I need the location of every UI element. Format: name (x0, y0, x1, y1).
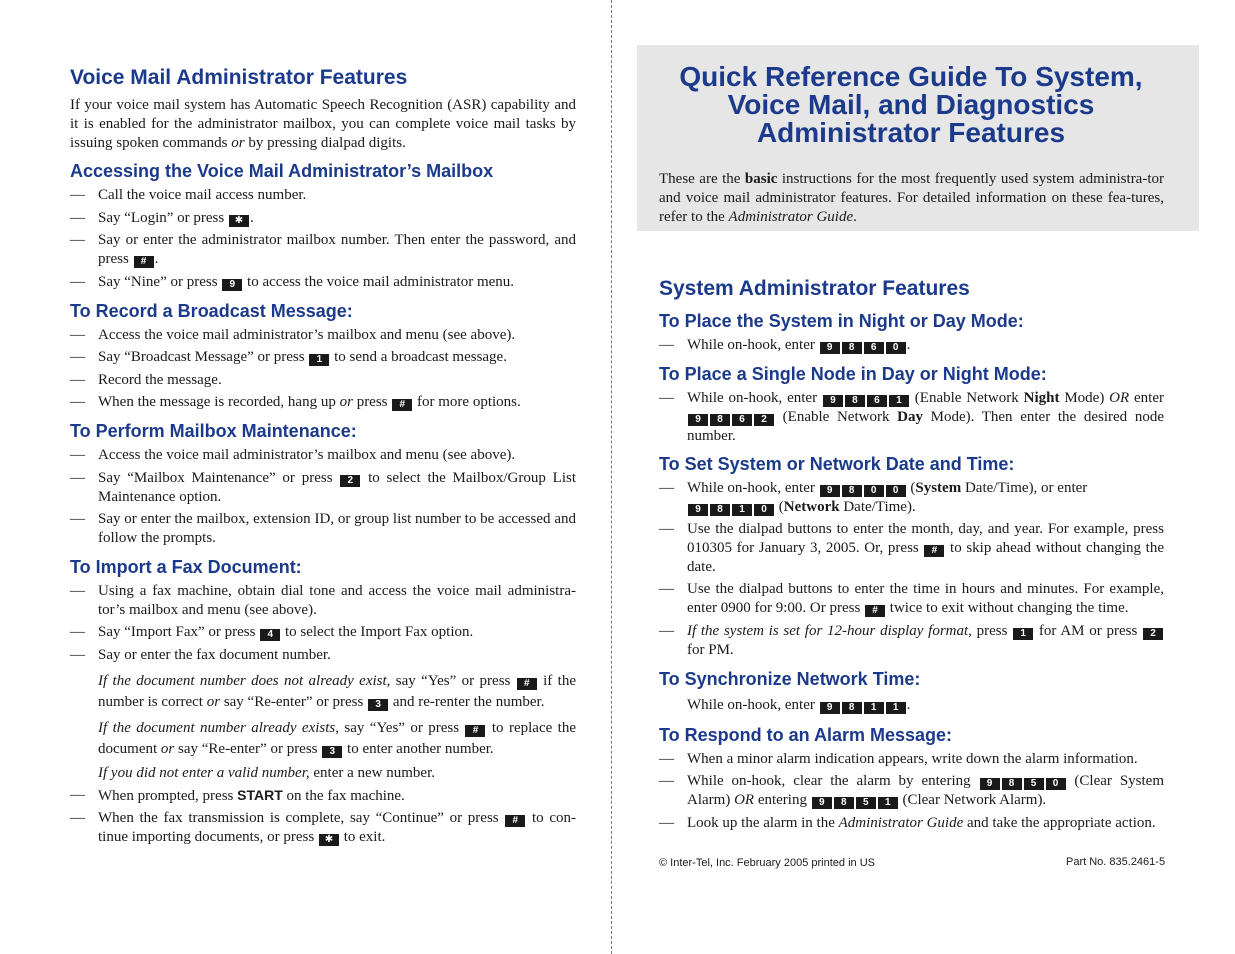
dash: — (70, 787, 85, 803)
dash: — (70, 647, 85, 663)
key-9: 9 (688, 504, 708, 516)
alarm-heading: To Respond to an Alarm Message: (659, 725, 953, 745)
dash: — (659, 390, 674, 406)
hash-key: # (924, 545, 944, 557)
dash: — (70, 624, 85, 640)
dash: — (659, 521, 674, 537)
sync-time-heading: To Synchronize Network Time: (659, 669, 921, 689)
key-0: 0 (886, 342, 906, 354)
fax-step-3: Say or enter the fax document number. (98, 647, 331, 663)
system-admin-heading: System Administrator Features (659, 277, 970, 300)
maintenance-heading: To Perform Mailbox Maintenance: (70, 421, 357, 441)
key-8: 8 (845, 395, 865, 407)
broadcast-step-4: When the message is recorded, hang up or press # for more options. (98, 394, 521, 410)
key-9: 9 (823, 395, 843, 407)
broadcast-step-3: Record the message. (98, 372, 222, 388)
maintenance-step-2: Say “Mailbox Maintenance” or press 2 to select the Mailbox/Group List Maintenance option. (98, 470, 576, 505)
dash: — (70, 349, 85, 365)
dash: — (659, 480, 674, 496)
dash: — (70, 470, 85, 486)
broadcast-heading: To Record a Broadcast Message: (70, 301, 353, 321)
key-8: 8 (842, 702, 862, 714)
key-1: 1 (886, 702, 906, 714)
key-1: 1 (878, 797, 898, 809)
key-6: 6 (732, 414, 752, 426)
key-6: 6 (867, 395, 887, 407)
dash: — (659, 623, 674, 639)
dash: — (659, 815, 674, 831)
key-2: 2 (754, 414, 774, 426)
key-1: 1 (732, 504, 752, 516)
dash: — (70, 210, 85, 226)
voice-mail-admin-heading: Voice Mail Administrator Features (70, 66, 408, 89)
key-5: 5 (856, 797, 876, 809)
alarm-step-3: Look up the alarm in the Administrator Guide and take the appropriate action. (687, 815, 1156, 831)
maintenance-step-1: Access the voice mail administrator’s mailbox and menu (see above). (98, 447, 516, 463)
title-intro: These are the basic instructions for the most frequently used system administra-tor and voice mail administrator features. For detailed information on these fea-tures, refer to the Administrator Guide. (659, 171, 1164, 225)
hash-key: # (517, 678, 537, 690)
key-3: 3 (322, 746, 342, 758)
night-day-step: While on-hook, enter 9 8 6 0 . (687, 337, 911, 353)
access-step-4: Say “Nine” or press 9 to access the voice mail administrator menu. (98, 274, 515, 290)
dash: — (70, 372, 85, 388)
fax-step-1: Using a fax machine, obtain dial tone and access the voice mail administra-tor’s mailbox and menu (see above). (98, 583, 576, 618)
key-9: 9 (820, 485, 840, 497)
date-time-heading: To Set System or Network Date and Time: (659, 454, 1015, 474)
fax-step-complete: When the fax transmission is complete, say “Continue” or press # to con-tinue importing documents, or press ✱ to exit. (98, 810, 576, 845)
alarm-step-2: While on-hook, clear the alarm by entering 9 8 5 0 (Clear System Alarm) OR entering 9 8 5 1 (Clear Network Alarm). (687, 773, 1164, 808)
hash-key: # (505, 815, 525, 827)
key-8: 8 (842, 342, 862, 354)
sync-time-step: While on-hook, enter 9 8 1 1 . (687, 697, 911, 713)
key-0: 0 (886, 485, 906, 497)
hash-key: # (465, 725, 485, 737)
key-9: 9 (820, 342, 840, 354)
dash: — (70, 810, 85, 826)
access-step-3: Say or enter the administrator mailbox number. Then enter the password, and press # . (98, 232, 576, 267)
key-2: 2 (1143, 628, 1163, 640)
key-8: 8 (710, 414, 730, 426)
key-1: 1 (1013, 628, 1033, 640)
fold-line (611, 0, 612, 954)
key-0: 0 (754, 504, 774, 516)
copyright: © Inter-Tel, Inc. February 2005 printed in US (659, 857, 875, 869)
date-time-step-3: Use the dialpad buttons to enter the time in hours and minutes. For example, enter 0900 for 9:00. Or press # twice to exit without changing the time. (687, 581, 1164, 616)
key-8: 8 (842, 485, 862, 497)
fax-note-not-exist: If the document number does not already exist, say “Yes” or press # if the number is correct or say “Re-enter” or press 3 and re-renter the number. (98, 673, 577, 710)
fax-note-exists: If the document number already exists, say “Yes” or press # to replace the document or say “Re-enter” or press 3 to enter another number. (98, 720, 576, 757)
dash: — (659, 581, 674, 597)
alarm-step-1: When a minor alarm indication appears, write down the alarm information. (687, 751, 1138, 767)
key-9: 9 (812, 797, 832, 809)
key-4: 4 (260, 629, 280, 641)
access-step-2: Say “Login” or press ✱ . (98, 210, 254, 226)
key-9: 9 (980, 778, 1000, 790)
key-9: 9 (820, 702, 840, 714)
dash: — (70, 327, 85, 343)
night-day-heading: To Place the System in Night or Day Mode: (659, 311, 1024, 331)
voice-mail-intro: If your voice mail system has Automatic Speech Recognition (ASR) capability and it is enabled for the administrator mailbox, you can complete voice mail tasks by issuing spoken commands or by pressing dialpad digits. (70, 97, 576, 151)
key-6: 6 (864, 342, 884, 354)
key-3: 3 (368, 699, 388, 711)
star-key: ✱ (229, 215, 249, 227)
key-8: 8 (1002, 778, 1022, 790)
dash: — (70, 232, 85, 248)
key-1: 1 (864, 702, 884, 714)
single-node-heading: To Place a Single Node in Day or Night Mode: (659, 364, 1047, 384)
broadcast-step-1: Access the voice mail administrator’s mailbox and menu (see above). (98, 327, 516, 343)
dash: — (70, 274, 85, 290)
dash: — (70, 583, 85, 599)
star-key: ✱ (319, 834, 339, 846)
key-0: 0 (1046, 778, 1066, 790)
key-2: 2 (340, 475, 360, 487)
key-1: 1 (309, 354, 329, 366)
part-number: Part No. 835.2461-5 (1066, 856, 1166, 868)
accessing-mailbox-heading: Accessing the Voice Mail Administrator’s Mailbox (70, 161, 494, 181)
fax-note-invalid: If you did not enter a valid number, enter a new number. (98, 765, 436, 781)
date-time-step-4: If the system is set for 12-hour display format, press 1 for AM or press 2 for PM. (687, 622, 1164, 660)
key-9: 9 (688, 414, 708, 426)
dash: — (70, 511, 85, 527)
fax-step-start: When prompted, press START on the fax machine. (98, 787, 405, 804)
import-fax-heading: To Import a Fax Document: (70, 557, 302, 577)
access-step-1: Call the voice mail access number. (98, 187, 307, 203)
hash-key: # (392, 399, 412, 411)
maintenance-step-3: Say or enter the mailbox, extension ID, or group list number to be accessed and follow the prompts. (98, 511, 576, 546)
dash: — (659, 773, 674, 789)
date-time-step-1: While on-hook, enter 9 8 0 0 (System Date/Time), or enter 9 8 1 0 (Network Date/Time). (687, 480, 1088, 515)
key-5: 5 (1024, 778, 1044, 790)
key-8: 8 (710, 504, 730, 516)
key-9: 9 (222, 279, 242, 291)
hash-key: # (865, 605, 885, 617)
dash: — (70, 187, 85, 203)
key-0: 0 (864, 485, 884, 497)
hash-key: # (134, 256, 154, 268)
dash: — (70, 394, 85, 410)
single-node-step: While on-hook, enter 9 8 6 1 (Enable Network Night Mode) OR enter 9 8 6 2 (Enable Network Day Mode). Then enter the desired node number. (687, 390, 1165, 444)
date-time-step-2: Use the dialpad buttons to enter the month, day, and year. For example, press 010305 for January 3, 2005. Or, press # to skip ahead without changing the date. (687, 521, 1164, 575)
key-1: 1 (889, 395, 909, 407)
dash: — (659, 751, 674, 767)
page-title: Quick Reference Guide To System, Voice Mail, and Diagnostics Administrator Features (679, 61, 1143, 148)
dash: — (659, 337, 674, 353)
key-8: 8 (834, 797, 854, 809)
broadcast-step-2: Say “Broadcast Message” or press 1 to send a broadcast message. (98, 349, 507, 365)
dash: — (70, 447, 85, 463)
fax-step-2: Say “Import Fax” or press 4 to select the Import Fax option. (98, 624, 474, 640)
